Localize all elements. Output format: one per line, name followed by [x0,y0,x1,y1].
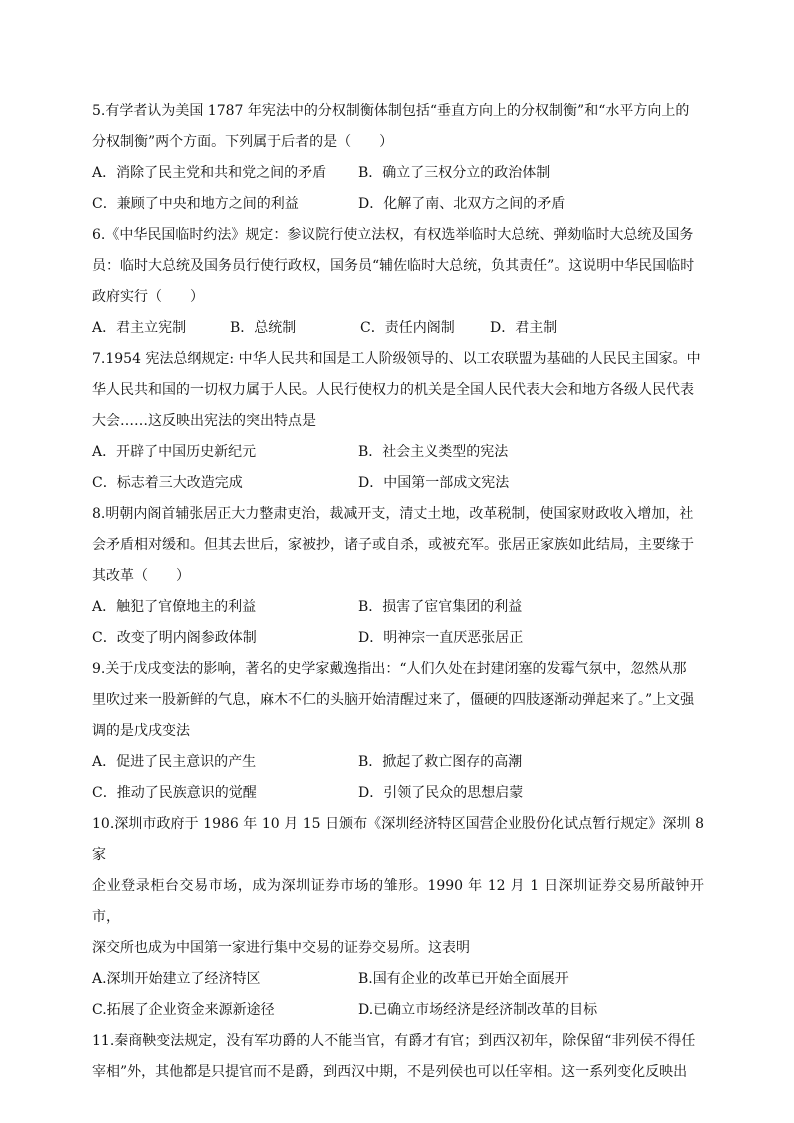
option-d: D．引领了民众的思想启蒙 [358,785,524,801]
option-row [92,995,704,1026]
option-c: C．标志着三大改造完成 [92,475,243,491]
question-9 [92,654,704,809]
question-stem [92,220,704,313]
option-row [92,964,704,995]
stem-line: 6.《中华民国临时约法》规定：参议院行使立法权，有权选举临时大总统、弹劾临时大总统及国务 [92,227,694,243]
stem-line: 调的是戊戌变法 [92,723,190,739]
question-8 [92,499,704,654]
option-d: D．中国第一部成文宪法 [358,475,510,491]
option-row [92,778,704,809]
option-d: D.已确立市场经济是经济制改革的目标 [358,1002,598,1018]
option-b: B．掀起了救亡图存的高潮 [358,754,523,770]
option-row [92,313,704,344]
stem-line: 8.明朝内阁首辅张居正大力整肃吏治，裁减开支，清丈土地，改革税制，使国家财政收入增加，社 [92,506,694,522]
stem-line: 大会……这反映出宪法的突出特点是 [92,413,316,429]
stem-line: 员：临时大总统及国务员行使行政权，国务员“辅佐临时大总统，负其责任”。这说明中华民国临时 [92,258,695,274]
stem-line: 华人民共和国的一切权力属于人民。人民行使权力的机关是全国人民代表大会和地方各级人民代表 [92,382,694,398]
question-stem [92,809,704,964]
stem-line: 11.秦商鞅变法规定，没有军功爵的人不能当官，有爵才有官；到西汉初年，除保留“非列侯不得任 [92,1033,696,1049]
option-c: C．推动了民族意识的觉醒 [92,785,257,801]
stem-line: 企业登录柜台交易市场，成为深圳证券市场的雏形。1990 年 12 月 1 日深圳证券交易所敲钟开市， [92,878,704,925]
option-a: A．触犯了官僚地主的利益 [92,599,257,615]
stem-line: 10.深圳市政府于 1986 年 10 月 15 日颁布《深圳经济特区国营企业股份化试点暂行规定》深圳 8 家 [92,816,704,863]
option-c: C．责任内阁制 [360,320,455,336]
question-stem [92,344,704,437]
question-stem [92,96,704,158]
option-a: A．消除了民主党和共和党之间的矛盾 [92,165,327,181]
question-5 [92,96,704,220]
option-c: C.拓展了企业资金来源新途径 [92,1002,275,1018]
option-b: B．总统制 [230,320,297,336]
option-row [92,158,704,189]
option-a: A.深圳开始建立了经济特区 [92,971,261,987]
option-b: B．确立了三权分立的政治体制 [358,165,551,181]
question-stem [92,1026,704,1088]
option-d: D．明神宗一直厌恶张居正 [358,630,524,646]
stem-line: 分权制衡”两个方面。下列属于后者的是（ ） [92,134,394,150]
stem-line: 会矛盾相对缓和。但其去世后，家被抄，诸子或自杀，或被充军。张居正家族如此结局，主要缘于 [92,537,694,553]
stem-line: 5.有学者认为美国 1787 年宪法中的分权制衡体制包括“垂直方向上的分权制衡”和“水平方向上的 [92,103,690,119]
question-stem [92,654,704,747]
question-10 [92,809,704,1026]
question-6 [92,220,704,344]
question-7 [92,344,704,499]
option-row [92,468,704,499]
stem-line: 9.关于戊戌变法的影响，著名的史学家戴逸指出：“人们久处在封建闭塞的发霉气氛中，忽然从那 [92,661,687,677]
option-row [92,592,704,623]
option-b: B．社会主义类型的宪法 [358,444,509,460]
option-row [92,623,704,654]
question-11 [92,1026,704,1088]
option-c: C．兼顾了中央和地方之间的利益 [92,196,299,212]
option-d: D．化解了南、北双方之间的矛盾 [358,196,566,212]
option-row [92,437,704,468]
option-a: A．促进了民主意识的产生 [92,754,257,770]
stem-line: 深交所也成为中国第一家进行集中交易的证券交易所。这表明 [92,940,470,956]
stem-line: 其改革（ ） [92,568,190,584]
option-d: D．君主制 [490,320,558,336]
stem-line: 宰相”外，其他都是只提官而不是爵，到西汉中期，不是列侯也可以任宰相。这一系列变化反映出 [92,1064,688,1080]
stem-line: 政府实行（ ） [92,289,204,305]
option-row [92,189,704,220]
stem-line: 里吹过来一股新鲜的气息，麻木不仁的头脑开始清醒过来了，僵硬的四肢逐渐动弹起来了。”上文强 [92,692,695,708]
question-stem [92,499,704,592]
option-b: B.国有企业的改革已开始全面展开 [358,971,569,987]
question-page [92,96,704,1088]
option-a: A．君主立宪制 [92,320,187,336]
option-row [92,747,704,778]
option-b: B．损害了宦官集团的利益 [358,599,523,615]
option-a: A．开辟了中国历史新纪元 [92,444,257,460]
stem-line: 7.1954 宪法总纲规定: 中华人民共和国是工人阶级领导的、以工农联盟为基础的人民民主国家。中 [92,351,701,367]
option-c: C．改变了明内阁参政体制 [92,630,257,646]
